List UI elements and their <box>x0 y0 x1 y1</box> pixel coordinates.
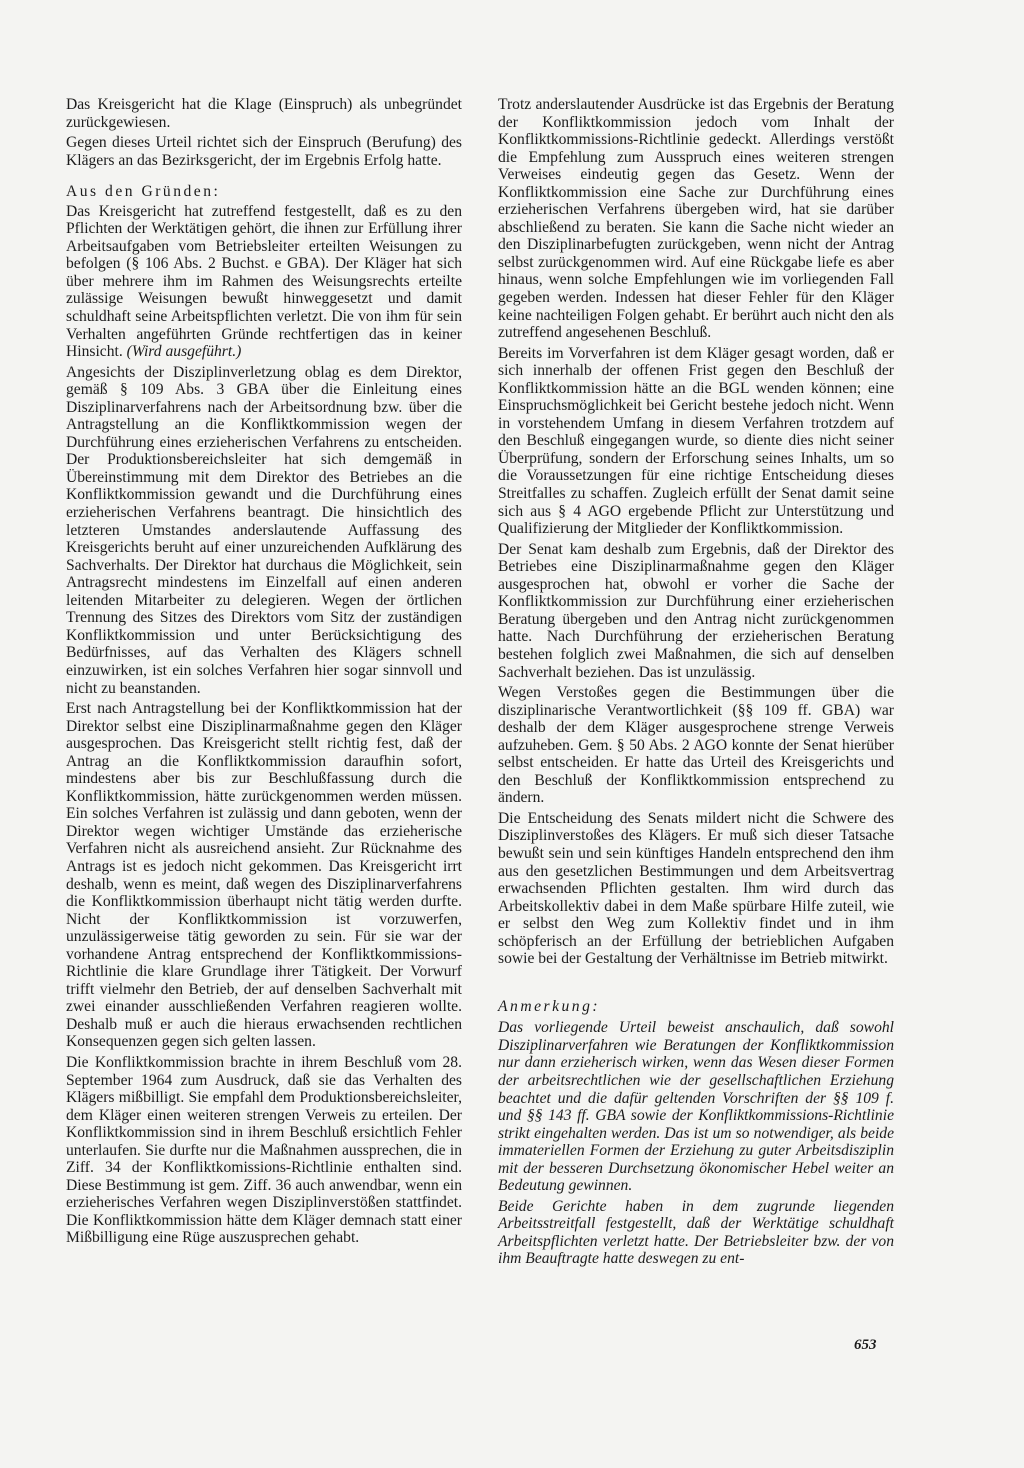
paragraph: Bereits im Vorverfahren ist dem Kläger gesagt worden, daß er sich innerhalb der offenen Frist gegen den Beschluß der Konfliktkommission hätte an die BGL wenden können; eine Einspruchsmöglichkeit bei Gericht bestehe jedoch nicht. Wenn in vorstehendem Umfang in diesem Verfahren trotzdem auf den Beschluß eingegangen wurde, so diente dies nicht seiner Überprüfung, sondern der Erforschung seines Inhalts, um so die Voraussetzungen für eine richtige Entscheidung dieses Streitfalles zu schaffen. Zugleich erfüllt der Senat damit seine sich aus § 4 AGO ergebende Pflicht zur Unterstützung und Qualifizierung der Mitglieder der Konfliktkommission. <box>498 344 894 538</box>
paragraph-emphasis: (Wird ausgeführt.) <box>126 343 242 361</box>
paragraph-text: Das Kreisgericht hat zutreffend festgestellt, daß es zu den Pflichten der Werktätigen gehört, die ihnen zur Erfüllung ihrer Arbeitsaufgaben vom Betriebsleiter erteilten Weisungen zu befolgen (§ 106 Abs. 2 Buchst. e GBA). Der Kläger hat sich über mehrere ihm im Rahmen des Weisungsrechts erteilte zulässige Weisungen bewußt hinweggesetzt und damit schuldhaft seine Arbeitspflichten verletzt. Die von ihm für sein Verhalten angeführten Gründe rechtfertigen das in keiner Hinsicht. <box>66 202 462 361</box>
paragraph: Die Konfliktkommission brachte in ihrem Beschluß vom 28. September 1964 zum Ausdruck, daß sie das Verhalten des Klägers mißbilligt. Sie empfahl dem Produktionsbereichsleiter, dem Kläger einen weiteren strengen Verweis zu erteilen. Der Konfliktkommission sind in ihrem Beschluß ersichtlich Fehler unterlaufen. Sie durfte nur die Maßnahmen aussprechen, die in Ziff. 34 der Konfliktkomissions-Richtlinie enthalten sind. Diese Bestimmung ist gem. Ziff. 36 auch anwendbar, wenn ein erzieherisches Verfahren wegen Disziplinverstößen stattfindet. Die Konfliktkommission hätte dem Kläger demnach statt einer Mißbilligung eine Rüge auszusprechen gehabt. <box>66 1053 462 1247</box>
paragraph: Wegen Verstoßes gegen die Bestimmungen über die disziplinarische Verantwortlichkeit (§§ 109 ff. GBA) war deshalb der dem Kläger ausgesprochene strenge Verweis aufzuheben. Gem. § 50 Abs. 2 AGO konnte der Senat hierüber selbst entscheiden. Er hatte das Urteil des Kreisgerichts und den Beschluß der Konfliktkommission entsprechend zu ändern. <box>498 684 894 807</box>
left-column <box>66 96 462 1250</box>
note-heading: Anmerkung: <box>498 997 601 1015</box>
paragraph: Die Entscheidung des Senats mildert nicht die Schwere des Disziplinverstoßes des Klägers. Er muß sich dieser Tatsache bewußt sein und sein künftiges Handeln entsprechend den ihm aus den gesetzlichen Bestimmungen und dem Arbeitsvertrag erwachsenden Pflichten gestalten. Ihm wird durch das Arbeitskollektiv dabei in dem Maße spürbare Hilfe zuteil, wie er selbst den Weg zum Kollektiv findet und in ihm schöpferisch an der Erfüllung der betrieblichen Aufgaben sowie bei der Gestaltung der Verhältnisse im Betrieb mitwirkt. <box>498 809 894 968</box>
page-number: 653 <box>854 1337 877 1353</box>
paragraph: Trotz anderslautender Ausdrücke ist das Ergebnis der Beratung der Konfliktkommission jedoch vom Inhalt der Konfliktkommissions-Richtlinie gedeckt. Allerdings verstößt die Empfehlung zum Ausspruch eines weiteren strengen Verweises eindeutig gegen das Gesetz. Wenn der Konfliktkommission eine Sache zur Durchführung eines erzieherischen Verfahrens übergeben wird, hat sie darüber abschließend zu beraten. Sie kann die Sache nicht wieder an den Disziplinarbefugten zurückgeben, wenn nicht der Antrag selbst zurückgenommen wird. Auf eine Rückgabe liefe es aber hinaus, wenn solche Empfehlungen wie im vorliegenden Fall gegeben werden. Indessen hat dieser Fehler für den Kläger keine nachteiligen Folgen gehabt. Er berührt auch nicht den als zutreffend angesehenen Beschluß. <box>498 96 894 342</box>
paragraph: Der Senat kam deshalb zum Ergebnis, daß der Direktor des Betriebes eine Disziplinarmaßnahme gegen den Kläger ausgesprochen hat, obwohl er vorher die Sache der Konfliktkommission zur Durchführung einer erzieherischen Beratung übergeben und den Antrag nicht zurückgenommen hatte. Nach Durchführung der erzieherischen Beratung bestehen folglich zwei Maßnahmen, die sich auf denselben Sachverhalt beziehen. Das ist unzulässig. <box>498 540 894 681</box>
note-paragraph: Das vorliegende Urteil beweist anschaulich, daß sowohl Disziplinarverfahren wie Beratungen der Konfliktkommission nur dann erzieherisch wirken, wenn das Wesen dieser Formen der arbeitsrechtlichen wie der gesellschaftlichen Erziehung beachtet und die dafür geltenden Vorschriften der §§ 109 f. und §§ 143 ff. GBA sowie der Konfliktkommissions-Richtlinie strikt eingehalten werden. Das ist um so notwendiger, als beide immateriellen Formen der Erziehung zu guter Arbeitsdisziplin mit der besseren Durchsetzung ökonomischer Hebel weiter an Bedeutung gewinnen. <box>498 1019 894 1195</box>
paragraph: Erst nach Antragstellung bei der Konfliktkommission hat der Direktor selbst eine Disziplinarmaßnahme gegen den Kläger ausgesprochen. Das Kreisgericht stellt richtig fest, daß der Antrag an die Konfliktkommission daraufhin sofort, mindestens aber bis zur Beschlußfassung durch die Konfliktkommission, hätte zurückgenommen werden müssen. Ein solches Verfahren ist zulässig und dann geboten, wenn der Direktor wegen wichtiger Umstände das erzieherische Verfahren nicht als ausreichend ansieht. Zur Rücknahme des Antrags ist es jedoch nicht gekommen. Das Kreisgericht irrt deshalb, wenn es meint, daß wegen des Disziplinarverfahrens die Konfliktkommission überhaupt nicht tätig werden durfte. Nicht der Konfliktkommission ist vorzuwerfen, unzulässigerweise tätig geworden zu sein. Für sie war der vorhandene Antrag entsprechend der Konfliktkommissions-Richtlinie die klare Grundlage ihrer Tätigkeit. Der Vorwurf trifft vielmehr den Betrieb, der auf denselben Sachverhalt mit zwei einander ausschließenden Verfahren reagieren wollte. Deshalb muß er auch die hieraus erwachsenden rechtlichen Konsequenzen gegen sich gelten lassen. <box>66 700 462 1051</box>
paragraph <box>66 203 462 361</box>
right-column <box>498 96 894 1271</box>
note-paragraph: Beide Gerichte haben in dem zugrunde liegenden Arbeitsstreitfall festgestellt, daß der Werktätige schuldhaft Arbeitspflichten verletzt hatte. Der Betriebsleiter bzw. der von ihm Beauftragte hatte deswegen zu ent- <box>498 1197 894 1268</box>
paragraph: Das Kreisgericht hat die Klage (Einspruch) als unbegründet zurückgewiesen. <box>66 96 462 131</box>
paragraph: Angesichts der Disziplinverletzung oblag es dem Direktor, gemäß § 109 Abs. 3 GBA über die Einleitung eines Disziplinarverfahrens nach der Arbeitsordnung bzw. über die Antragstellung an die Konfliktkommission wegen der Durchführung eines erzieherischen Verfahrens zu entscheiden. Der Produktionsbereichsleiter hat sich demgemäß in Übereinstimmung mit dem Direktor des Betriebes an die Konfliktkommission gewandt und die Durchführung eines erzieherischen Verfahrens beantragt. Die hinsichtlich des letzteren Umstandes anderslautende Auffassung des Kreisgerichts beruht auf einer unzureichenden Aufklärung des Sachverhalts. Der Direktor hat durchaus die Möglichkeit, sein Antragsrecht mindestens im Einzelfall auf einen anderen leitenden Mitarbeiter zu delegieren. Wegen der örtlichen Trennung des Sitzes des Direktors vom Sitz der zuständigen Konfliktkommission und unter Berücksichtigung des Bedürfnisses, auf das Verhalten des Klägers schnell einzuwirken, ist ein solches Verfahren hier sogar sinnvoll und nicht zu beanstanden. <box>66 363 462 697</box>
paragraph: Gegen dieses Urteil richtet sich der Einspruch (Berufung) des Klägers an das Bezirksgericht, der im Ergebnis Erfolg hatte. <box>66 134 462 169</box>
section-heading: Aus den Gründen: <box>66 183 221 201</box>
